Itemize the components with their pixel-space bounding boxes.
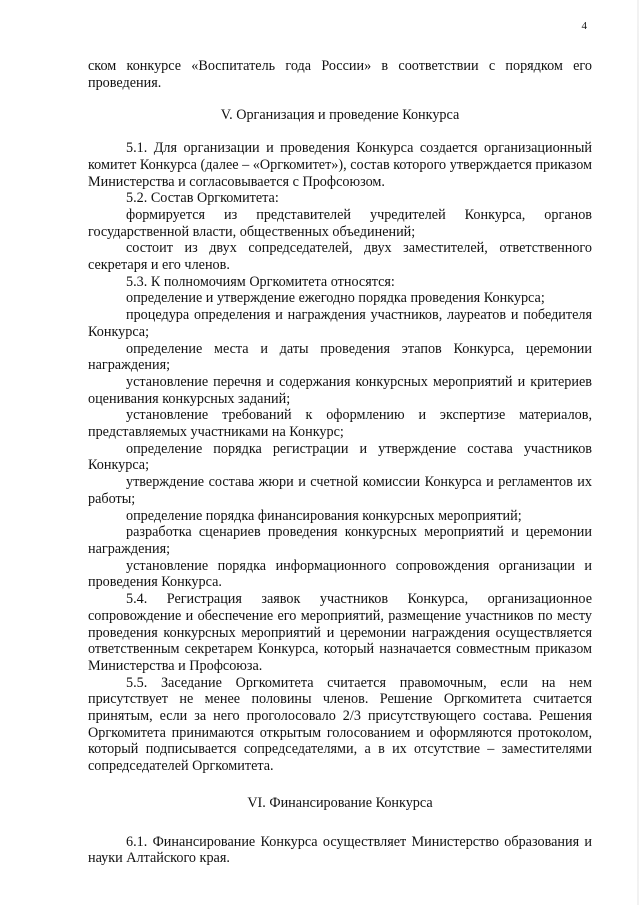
list-item: определение места и даты проведения этапов Конкурса, церемонии награждения; [88, 340, 592, 374]
paragraph-6-1: 6.1. Финансирование Конкурса осуществляет Министерство образования и науки Алтайского края. [88, 833, 592, 867]
paragraph-5-1: 5.1. Для организации и проведения Конкурса создается организационный комитет Конкурса (далее – «Оргкомитет»), состав которого утверждается приказом Министерства и согласовывается с Профсоюзом. [88, 140, 592, 190]
paragraph-5-3: 5.3. К полномочиям Оргкомитета относятся: [126, 273, 395, 290]
paragraph-5-4: 5.4. Регистрация заявок участников Конкурса, организационное сопровождение и обеспечение его мероприятий, размещение участников по месту проведения конкурсных мероприятий и церемонии награждения осуществляется ответственным секретарем Конкурса, который назначается совместным приказом Министерства и Профсоюза. [88, 591, 592, 674]
paragraph-5-2: 5.2. Состав Оргкомитета: [126, 190, 279, 207]
list-item: формируется из представителей учредителей Конкурса, органов государственной власти, общественных объединений; [88, 206, 592, 240]
intro-paragraph: ском конкурсе «Воспитатель года России» в соответствии с порядком его проведения. [88, 58, 592, 91]
list-item: процедура определения и награждения участников, лауреатов и победителя Конкурса; [88, 307, 592, 340]
list-item: состоит из двух сопредседателей, двух заместителей, ответственного секретаря и его членов. [88, 240, 592, 274]
list-item: установление перечня и содержания конкурсных мероприятий и критериев оценивания конкурсных заданий; [88, 373, 592, 407]
list-item: определение порядка регистрации и утверждение состава участников Конкурса; [88, 440, 592, 474]
section-6-heading: VI. Финансирование Конкурса [247, 794, 433, 811]
document-body [88, 58, 592, 867]
list-item: утверждение состава жюри и счетной комиссии Конкурса и регламентов их работы; [88, 474, 592, 507]
section-5-heading: V. Организация и проведение Конкурса [220, 107, 460, 124]
paragraph-5-5: 5.5. Заседание Оргкомитета считается правомочным, если на нем присутствует не менее половины членов. Решение Оргкомитета считается принятым, если за него проголосовало 2/3 присутствующего состава. Решения Оргкомитета принимаются открытым голосованием и оформляются протоколом, который подписывается сопредседателями, а в их отсутствие – заместителями сопредседателей Оргкомитета. [88, 674, 592, 775]
page-number: 4 [581, 20, 587, 32]
list-item: установление требований к оформлению и экспертизе материалов, представляемых участниками на Конкурс; [88, 407, 592, 441]
list-item: установление порядка информационного сопровождения организации и проведения Конкурса. [88, 557, 592, 591]
list-item: разработка сценариев проведения конкурсных мероприятий и церемонии награждения; [88, 524, 592, 557]
list-item: определение и утверждение ежегодно порядка проведения Конкурса; [126, 290, 545, 307]
list-item: определение порядка финансирования конкурсных мероприятий; [126, 507, 522, 524]
